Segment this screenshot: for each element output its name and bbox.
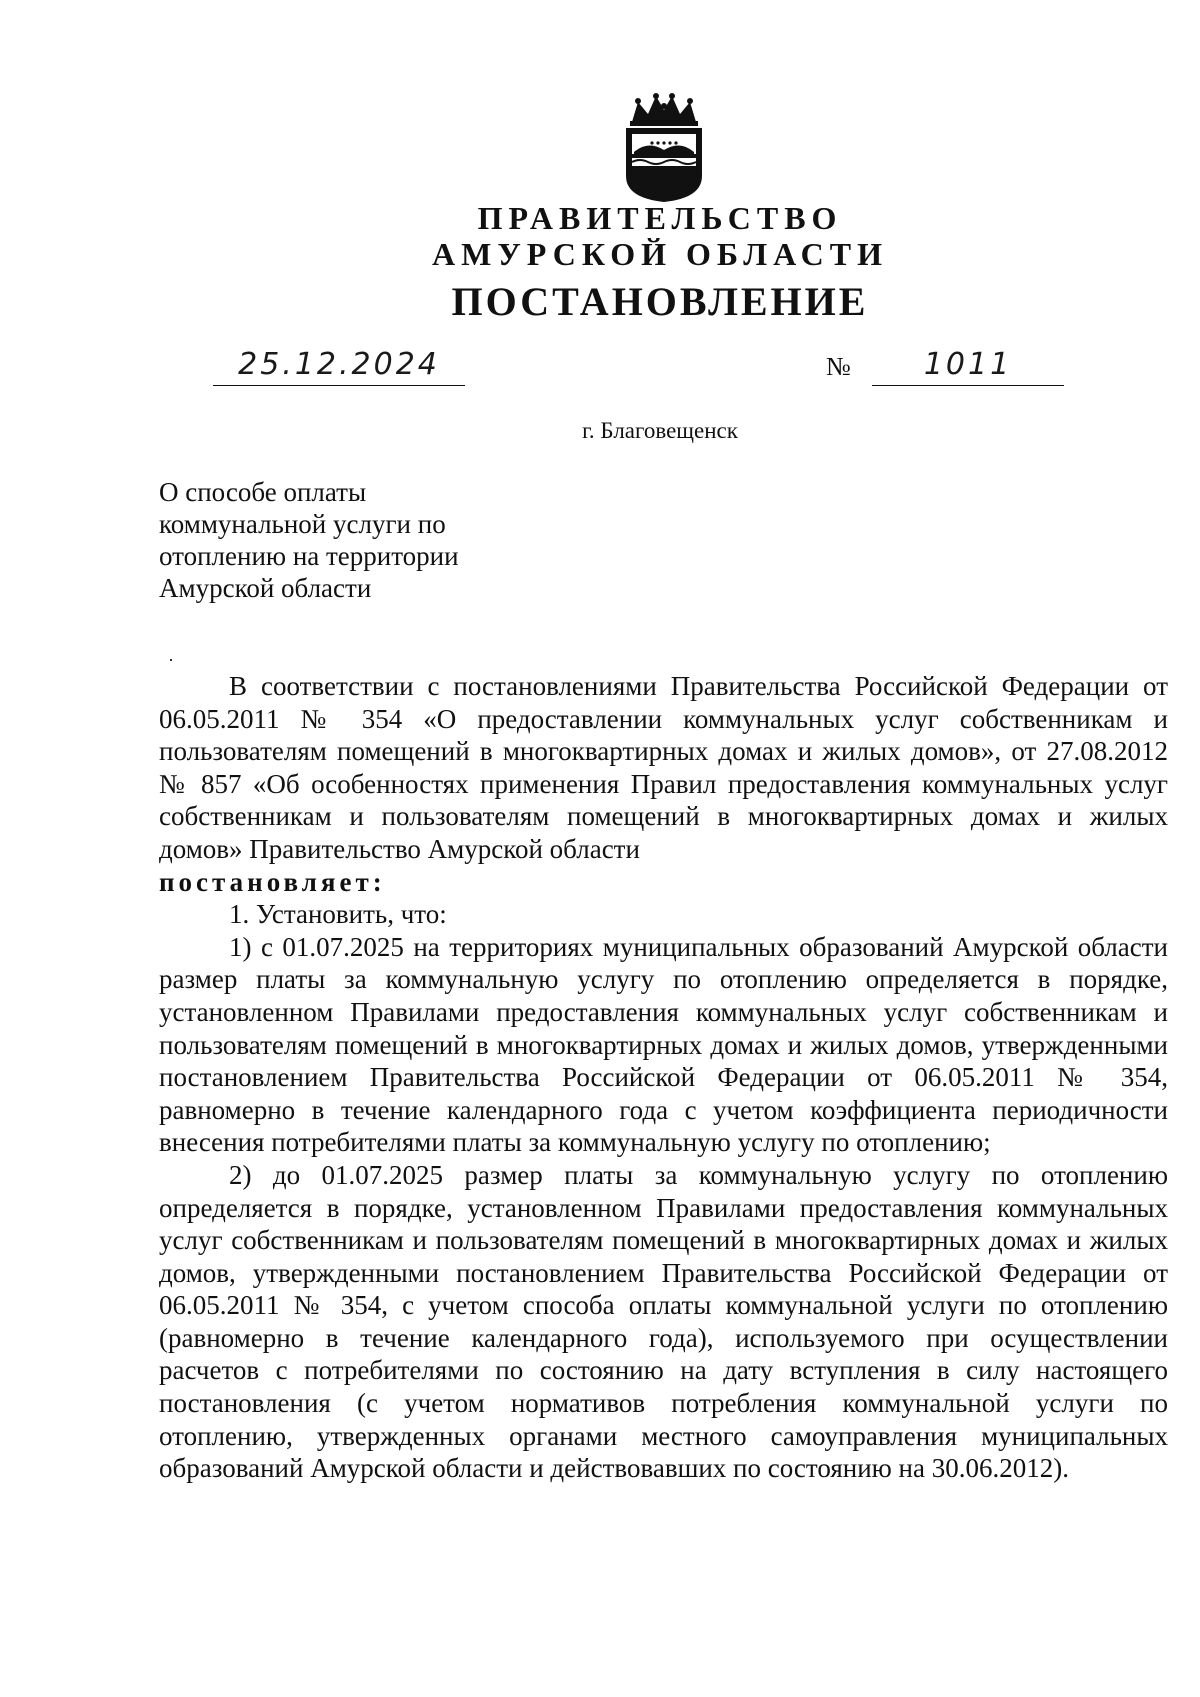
document-subject	[159, 476, 579, 604]
subject-line: отоплению на территории	[159, 541, 459, 571]
city-name: г. Благовещенск	[582, 418, 738, 443]
subject-line: О способе оплаты	[159, 477, 367, 507]
handwritten-date: 25.12.2024	[213, 345, 465, 386]
number-sign: №	[826, 352, 851, 381]
document-body	[159, 670, 1168, 1485]
scan-speck	[170, 659, 172, 661]
resolution-keyword: постановляет:	[159, 866, 386, 897]
preamble-paragraph: В соответствии с постановлениями Правительства Российской Федерации от 06.05.2011 № 354 «О предоставлении коммунальных услуг собственникам и пользователям помещений в многоквартирных домах и жилых домов», от 27.08.2012 № 857 «Об особенностях применения Правил предоставления коммунальных услуг собственникам и пользователям помещений в многоквартирных домах и жилых домов» Правительство Амурской области	[159, 671, 1168, 864]
handwritten-document-number: 1011	[872, 345, 1064, 386]
subject-line: Амурской области	[159, 573, 372, 603]
item-1-paragraph: 1. Установить, что:	[229, 899, 447, 930]
org-name-line2: АМУРСКОЙ ОБЛАСТИ	[432, 236, 888, 272]
item-1-2-paragraph: 2) до 01.07.2025 размер платы за коммунальную услугу по отоплению определяется в порядке, установленном Правилами предоставления коммунальных услуг собственникам и пользователям помещений в многоквартирных домах и жилых домов, утвержденными постановлением Правительства Российской Федерации от 06.05.2011 № 354, с учетом способа оплаты коммунальной услуги по отоплению (равномерно в течение календарного года), используемого при осуществлении расчетов с потребителями по состоянию на дату вступления в силу настоящего постановления (с учетом нормативов потребления коммунальной услуги по отоплению, утвержденных органами местного самоуправления муниципальных образований Амурской области и действовавших по состоянию на 30.06.2012).	[159, 1159, 1168, 1484]
org-name-line1: ПРАВИТЕЛЬСТВО	[477, 200, 843, 236]
document-type-title: ПОСТАНОВЛЕНИЕ	[451, 279, 869, 324]
item-1-1-paragraph: 1) с 01.07.2025 на территориях муниципальных образований Амурской области размер платы за коммунальную услугу по отоплению определяется в порядке, установленном Правилами предоставления коммунальных услуг собственникам и пользователям помещений в многоквартирных домах и жилых домов, утвержденными постановлением Правительства Российской Федерации от 06.05.2011 № 354, равномерно в течение календарного года с учетом коэффициента периодичности внесения потребителями платы за коммунальную услугу по отоплению;	[159, 931, 1168, 1158]
subject-line: коммунальной услуги по	[159, 509, 446, 539]
coat-of-arms-emblem-icon	[618, 92, 710, 204]
